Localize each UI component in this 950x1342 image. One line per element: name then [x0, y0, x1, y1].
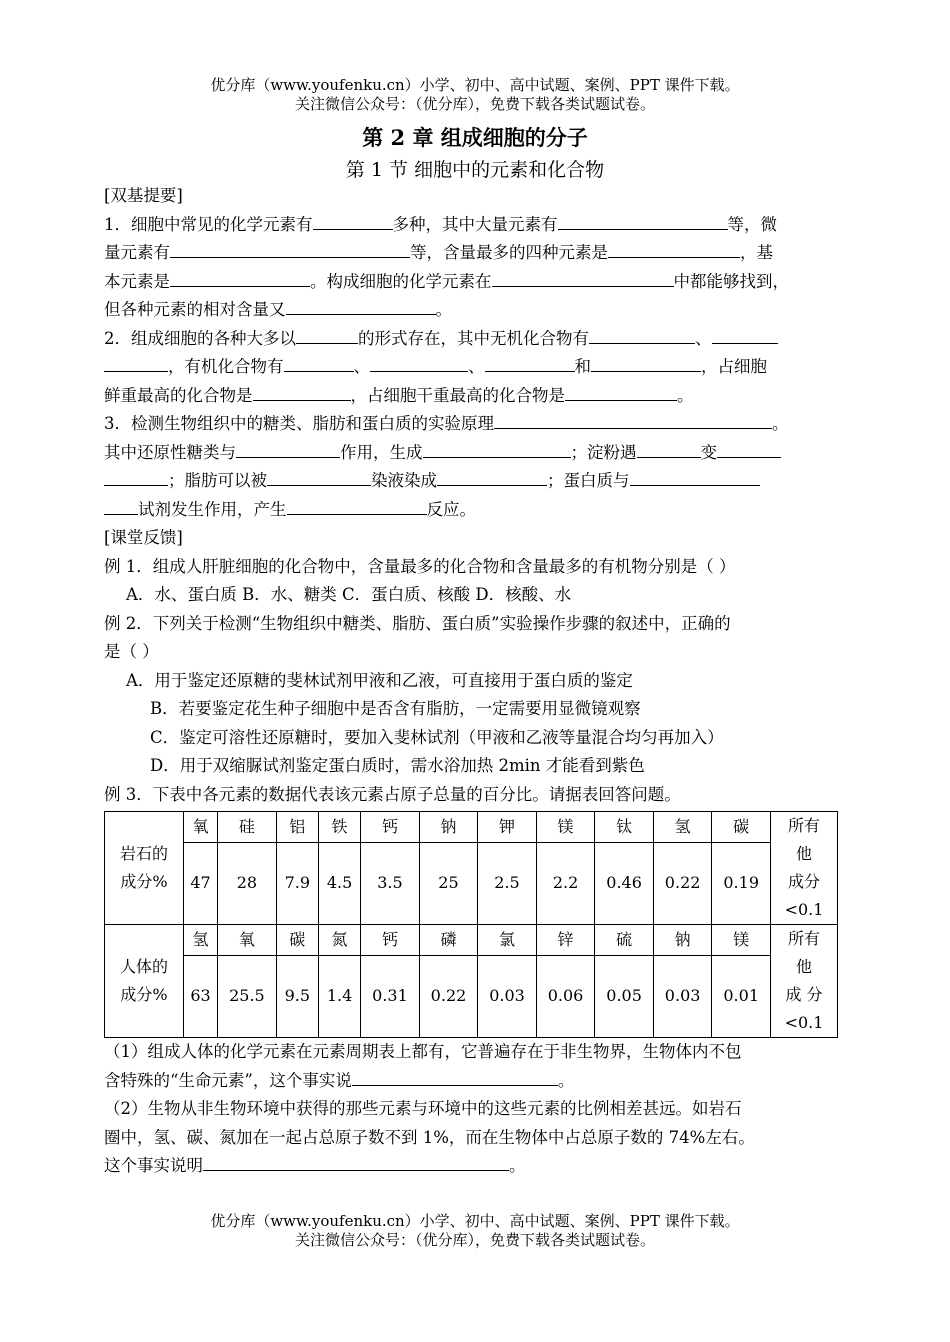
table-cell: 钠	[419, 812, 478, 843]
table-cell: 镁	[536, 812, 595, 843]
table-cell: 碳	[712, 812, 771, 843]
example-1-options: A．水、蛋白质 B．水、糖类 C．蛋白质、核酸 D．核酸、水	[126, 585, 572, 604]
table-cell: 0.05	[595, 955, 654, 1037]
blank[interactable]	[558, 211, 728, 230]
example-3-q1-line-1: （1）组成人体的化学元素在元素周期表上都有，它普遍存在于非生物界，生物体内不包	[104, 1042, 742, 1061]
table-cell: 9.5	[276, 955, 318, 1037]
section-heading-basics: [双基提要]	[104, 186, 183, 205]
blank[interactable]	[437, 467, 547, 486]
example-3-q2-line-3: 这个事实说明 。	[104, 1152, 852, 1181]
table-cell: 0.22	[653, 842, 712, 924]
table-cell: 7.9	[276, 842, 318, 924]
blank[interactable]	[485, 353, 575, 372]
table-cell: 钙	[361, 925, 420, 956]
q2-line-2: ，有机化合物有 、 、 和 ，占细胞	[104, 353, 852, 382]
table-cell: 0.46	[595, 842, 654, 924]
q1-line-1: 1．细胞中常见的化学元素有 多种，其中大量元素有 等，微	[104, 211, 852, 240]
table-cell: 镁	[712, 925, 771, 956]
table-cell: 铁	[318, 812, 360, 843]
blank[interactable]	[423, 439, 571, 458]
blank[interactable]	[253, 382, 351, 401]
table-cell: 25.5	[218, 955, 277, 1037]
blank[interactable]	[637, 439, 701, 458]
blank[interactable]	[170, 239, 410, 258]
blank[interactable]	[492, 268, 674, 287]
q2-line-1: 2．组成细胞的各种大多以 的形式存在，其中无机化合物有 、	[104, 325, 852, 354]
blank[interactable]	[712, 325, 778, 344]
example-2-stem-line-1: 例 2．下列关于检测“生物组织中糖类、脂肪、蛋白质”实验操作步骤的叙述中，正确的	[104, 613, 731, 633]
table-cell: 氢	[184, 925, 218, 956]
q3-line-3: ；脂肪可以被 染液染成 ；蛋白质与	[104, 467, 852, 496]
table-cell: 0.06	[536, 955, 595, 1037]
table-cell: 47	[184, 842, 218, 924]
table-cell: 2.2	[536, 842, 595, 924]
table-cell: 0.01	[712, 955, 771, 1037]
human-other-cell: 所有 他 成 分 <0.1	[771, 925, 838, 1038]
table-cell: 硅	[218, 812, 277, 843]
table-cell: 1.4	[318, 955, 360, 1037]
blank[interactable]	[589, 325, 695, 344]
rock-row-label: 岩石的 成分%	[105, 812, 184, 925]
chapter-title: 第 2 章 组成细胞的分子	[362, 125, 588, 150]
table-cell: 0.03	[653, 955, 712, 1037]
blank[interactable]	[591, 353, 701, 372]
header-line-1: 优分库（www.youfenku.cn）小学、初中、高中试题、案例、PPT 课件下载。	[210, 76, 740, 94]
table-cell: 氮	[318, 925, 360, 956]
q1-line-4: 但各种元素的相对含量又 。	[104, 296, 852, 325]
table-cell: 2.5	[478, 842, 537, 924]
table-cell: 氧	[218, 925, 277, 956]
rock-elements-row	[105, 812, 838, 843]
blank[interactable]	[494, 410, 772, 429]
blank[interactable]	[565, 382, 677, 401]
human-row-label: 人体的 成分%	[105, 925, 184, 1038]
header-line-2: 关注微信公众号：（优分库），免费下载各类试题试卷。	[294, 95, 655, 113]
blank[interactable]	[286, 296, 436, 315]
table-cell: 氧	[184, 812, 218, 843]
blank[interactable]	[313, 211, 393, 230]
table-cell: 25	[419, 842, 478, 924]
section-title: 第 1 节 细胞中的元素和化合物	[345, 159, 605, 181]
table-cell: 0.31	[361, 955, 420, 1037]
table-cell: 钾	[478, 812, 537, 843]
table-cell: 氢	[653, 812, 712, 843]
example-2-stem-line-2: 是（ ）	[104, 642, 159, 661]
q1-line-3: 本元素是 。构成细胞的化学元素在 中都能够找到，	[104, 268, 852, 297]
example-3-q2-line-2: 圈中，氢、碳、氮加在一起占总原子数不到 1%，而在生物体中占总原子数的 74%左右。	[104, 1127, 755, 1147]
table-cell: 0.19	[712, 842, 771, 924]
blank[interactable]	[630, 467, 760, 486]
q1-line-2: 量元素有 等，含量最多的四种元素是 ，基	[104, 239, 852, 268]
human-elements-row	[105, 925, 838, 956]
table-cell: 钠	[653, 925, 712, 956]
blank[interactable]	[284, 353, 354, 372]
blank[interactable]	[104, 496, 138, 515]
example-3-stem: 例 3．下表中各元素的数据代表该元素占原子总量的百分比。请据表回答问题。	[104, 784, 681, 804]
footer-line-1: 优分库（www.youfenku.cn）小学、初中、高中试题、案例、PPT 课件下载。	[210, 1212, 740, 1230]
table-cell: 63	[184, 955, 218, 1037]
document-body	[104, 182, 852, 1181]
table-cell: 28	[218, 842, 277, 924]
blank[interactable]	[287, 496, 427, 515]
blank[interactable]	[717, 439, 781, 458]
section-heading-feedback: [课堂反馈]	[104, 528, 183, 547]
element-percentage-table	[104, 811, 838, 1038]
footer-line-2: 关注微信公众号：（优分库），免费下载各类试题试卷。	[294, 1231, 655, 1249]
table-cell: 0.03	[478, 955, 537, 1037]
table-cell: 氯	[478, 925, 537, 956]
table-cell: 碳	[276, 925, 318, 956]
blank[interactable]	[267, 467, 371, 486]
table-cell: 钛	[595, 812, 654, 843]
q3-line-1: 3．检测生物组织中的糖类、脂肪和蛋白质的实验原理 。	[104, 410, 852, 439]
example-2-option-d: D．用于双缩脲试剂鉴定蛋白质时，需水浴加热 2min 才能看到紫色	[150, 756, 645, 775]
example-2-option-c: C．鉴定可溶性还原糖时，要加入斐林试剂（甲液和乙液等量混合均匀再加入）	[150, 727, 724, 747]
table-cell: 3.5	[361, 842, 420, 924]
blank[interactable]	[236, 439, 340, 458]
blank[interactable]	[104, 467, 168, 486]
q3-line-2: 其中还原性糖类与 作用，生成 ；淀粉遇 变	[104, 439, 852, 468]
q2-line-3: 鲜重最高的化合物是 ，占细胞干重最高的化合物是 。	[104, 382, 852, 411]
blank[interactable]	[608, 239, 740, 258]
example-3-q1-line-2: 含特殊的“生命元素”，这个事实说 。	[104, 1067, 852, 1096]
blank[interactable]	[352, 1067, 558, 1086]
table-cell: 硫	[595, 925, 654, 956]
example-1-stem: 例 1．组成人肝脏细胞的化合物中，含量最多的化合物和含量最多的有机物分别是（ ）	[104, 556, 736, 576]
blank[interactable]	[370, 353, 468, 372]
table-cell: 钙	[361, 812, 420, 843]
rock-values-row	[105, 842, 838, 924]
table-cell: 磷	[419, 925, 478, 956]
blank[interactable]	[170, 268, 310, 287]
example-2-option-a: A．用于鉴定还原糖的斐林试剂甲液和乙液，可直接用于蛋白质的鉴定	[126, 670, 633, 690]
table-cell: 4.5	[318, 842, 360, 924]
table-cell: 0.22	[419, 955, 478, 1037]
table-cell: 锌	[536, 925, 595, 956]
example-3-q2-line-1: （2）生物从非生物环境中获得的那些元素与环境中的这些元素的比例相差甚远。如岩石	[104, 1099, 742, 1118]
human-values-row	[105, 955, 838, 1037]
table-cell: 铝	[276, 812, 318, 843]
q3-line-4: 试剂发生作用，产生 反应。	[104, 496, 852, 525]
blank[interactable]	[203, 1152, 509, 1171]
blank[interactable]	[296, 325, 358, 344]
example-2-option-b: B．若要鉴定花生种子细胞中是否含有脂肪，一定需要用显微镜观察	[150, 699, 641, 718]
rock-other-cell: 所有 他 成分 <0.1	[771, 812, 838, 925]
blank[interactable]	[104, 353, 168, 372]
